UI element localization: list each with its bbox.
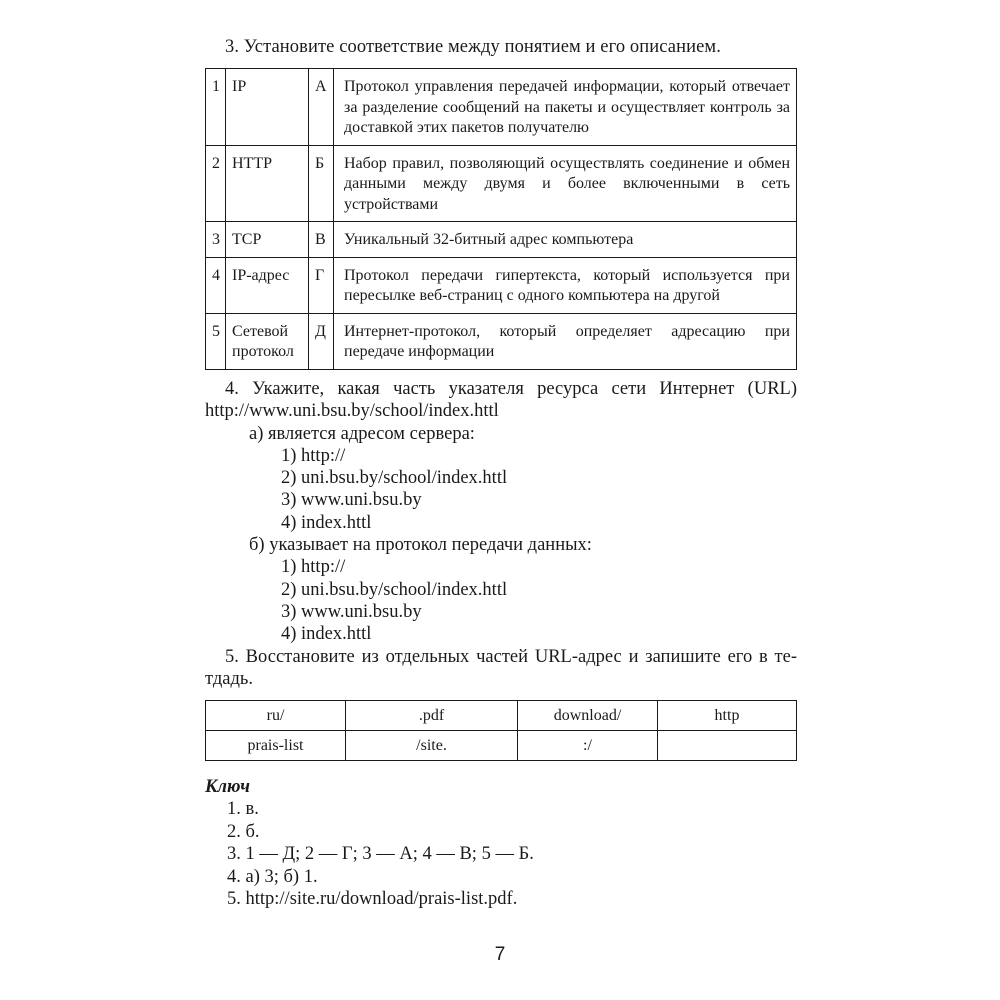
part-a-option: 2) uni.bsu.by/school/index.httl <box>281 468 508 489</box>
description-cell: Уникальный 32-битный адрес компьютера <box>334 222 797 258</box>
part-a-option: 4) index.httl <box>281 512 372 533</box>
url-part-cell: ru/ <box>206 701 346 731</box>
answer-item: 3. 1 — Д; 2 — Г; 3 — А; 4 — В; 5 — Б. <box>227 844 534 865</box>
row-number: 1 <box>206 69 226 146</box>
url-part-cell: prais-list <box>206 731 346 761</box>
answer-key <box>205 776 797 910</box>
question-3-heading: 3. Установите соответствие между понятием и его описанием. <box>225 37 721 57</box>
term-cell: Сетевой протокол <box>226 313 309 369</box>
row-number: 3 <box>206 222 226 258</box>
question-4-url: http://www.uni.bsu.by/school/index.httl <box>205 401 499 422</box>
row-number: 2 <box>206 145 226 222</box>
part-b-label: б) указывает на протокол передачи данных: <box>249 535 592 556</box>
url-part-cell <box>658 731 797 761</box>
part-a-option: 1) http:// <box>281 445 346 466</box>
table-row <box>206 257 797 313</box>
term-cell: TCP <box>226 222 309 258</box>
letter-cell: Б <box>309 145 334 222</box>
url-part-cell: .pdf <box>346 701 518 731</box>
description-cell: Протокол передачи гипертекста, который используется при пересылке веб-страниц с одного компьютера на другой <box>334 257 797 313</box>
url-part-cell: http <box>658 701 797 731</box>
url-part-cell: :/ <box>518 731 658 761</box>
row-number: 4 <box>206 257 226 313</box>
answer-item: 2. б. <box>227 821 260 842</box>
url-part-cell: /site. <box>346 731 518 761</box>
table-row <box>206 731 797 761</box>
table-row <box>206 69 797 146</box>
question-4-text: 4. Укажите, какая часть указателя ресурса сети Интернет (URL) <box>225 379 797 399</box>
answer-item: 5. http://site.ru/download/prais-list.pdf. <box>227 889 518 910</box>
table-row <box>206 222 797 258</box>
term-cell: IP-адрес <box>226 257 309 313</box>
letter-cell: В <box>309 222 334 258</box>
description-cell: Интернет-протокол, который определяет адресацию при передаче информации <box>334 313 797 369</box>
term-cell: IP <box>226 69 309 146</box>
question-5-text-cont: тдадь. <box>205 669 253 690</box>
table-row <box>206 313 797 369</box>
term-cell: HTTP <box>226 145 309 222</box>
part-a-option: 3) www.uni.bsu.by <box>281 490 422 511</box>
part-a-label: а) является адресом сервера: <box>249 423 475 444</box>
url-parts-table <box>205 700 797 761</box>
answer-item: 4. а) 3; б) 1. <box>227 866 318 887</box>
matching-table <box>205 68 797 370</box>
url-part-cell: download/ <box>518 701 658 731</box>
description-cell: Протокол управления передачей информации, который отвечает за разделение сообщений на пакеты и осуществляет контроль за доставкой этих пакетов получателю <box>334 69 797 146</box>
description-cell: Набор правил, позволяющий осуществлять соединение и обмен данными между двумя и более включенными в сеть устройствами <box>334 145 797 222</box>
letter-cell: Г <box>309 257 334 313</box>
part-b-option: 3) www.uni.bsu.by <box>281 601 422 622</box>
table-row <box>206 145 797 222</box>
question-4 <box>205 378 797 646</box>
part-b-option: 2) uni.bsu.by/school/index.httl <box>281 579 508 600</box>
part-b-option: 4) index.httl <box>281 624 372 645</box>
question-5-text: 5. Восстановите из отдельных частей URL-адрес и запишите его в те- <box>225 647 797 667</box>
part-b-option: 1) http:// <box>281 557 346 578</box>
letter-cell: А <box>309 69 334 146</box>
question-5 <box>205 646 797 691</box>
row-number: 5 <box>206 313 226 369</box>
answer-item: 1. в. <box>227 799 259 820</box>
page-number: 7 <box>494 944 506 965</box>
table-row <box>206 701 797 731</box>
letter-cell: Д <box>309 313 334 369</box>
answer-key-title: Ключ <box>205 777 251 797</box>
